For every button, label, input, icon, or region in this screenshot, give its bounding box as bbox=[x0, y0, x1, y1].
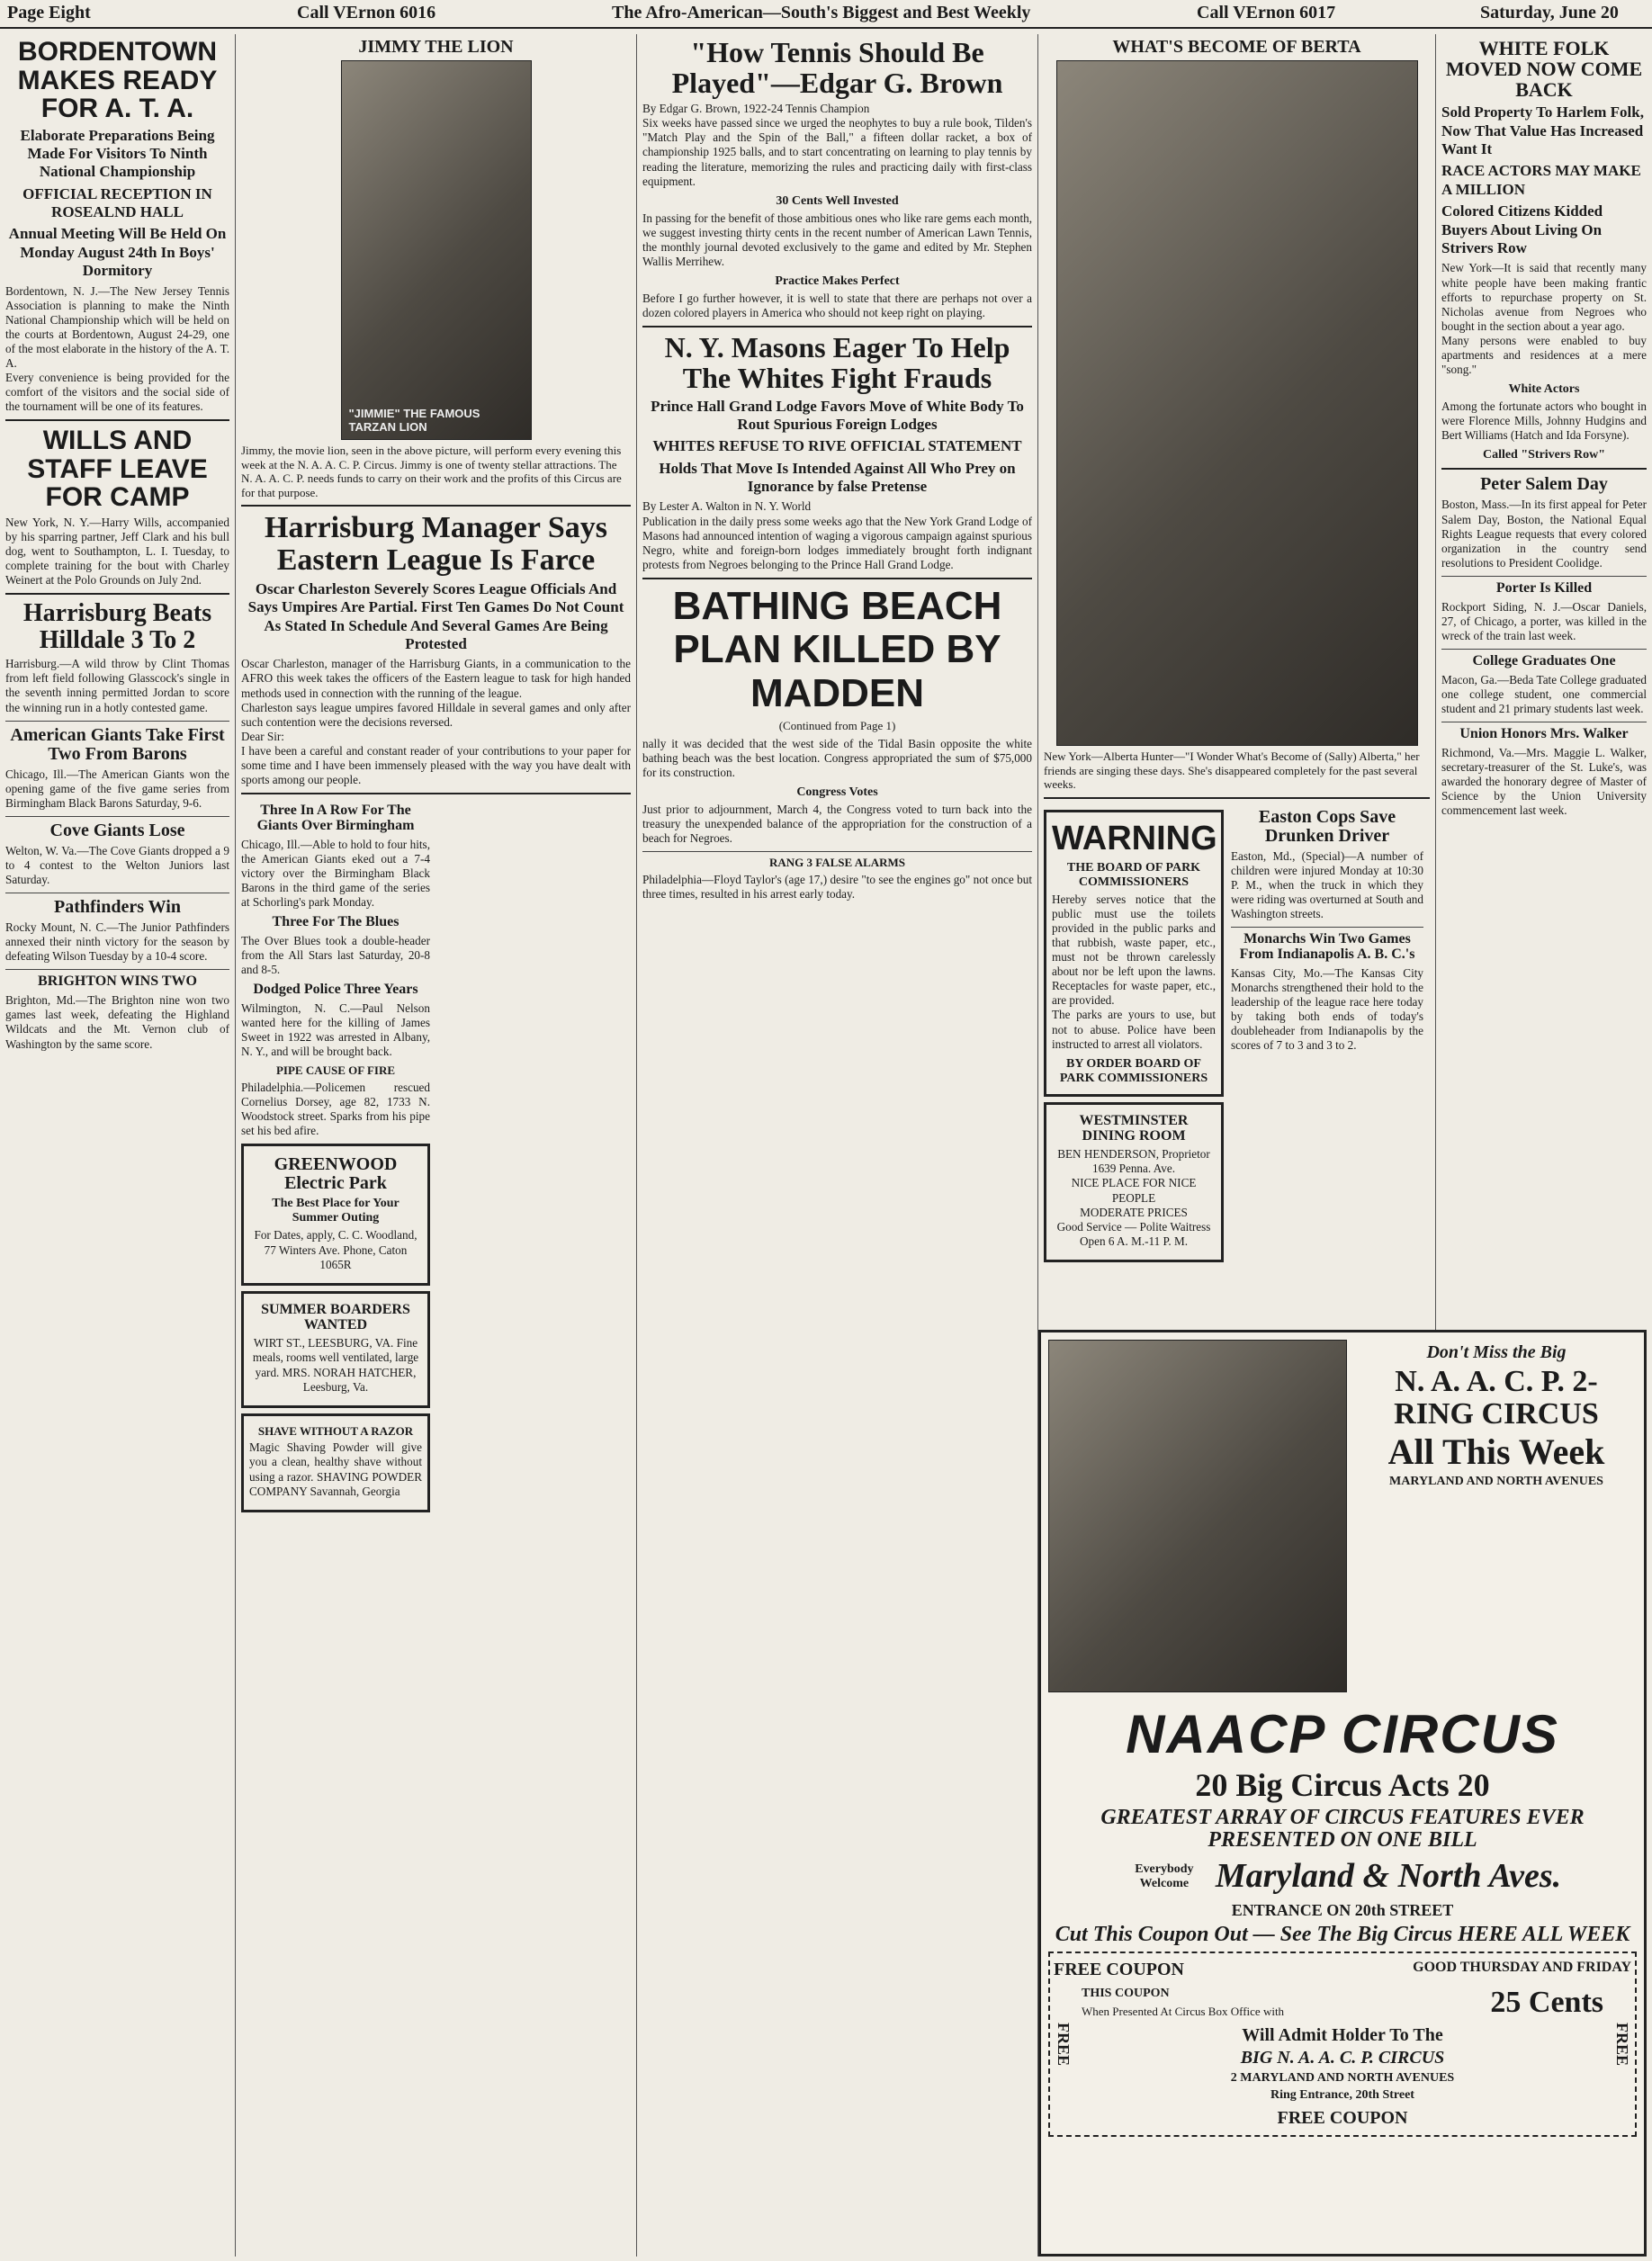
circus-banner: NAACP CIRCUS bbox=[1126, 1704, 1559, 1764]
article-harrisburg-beats: Harrisburg.—A wild throw by Clint Thomas from left field following Glasscock's single in the seventh inning permitted Jordan to score the winning run in a hotly contested game. bbox=[5, 657, 229, 714]
ad-westminster bbox=[1044, 1102, 1224, 1262]
westminster-title: WESTMINSTER DINING ROOM bbox=[1079, 1112, 1189, 1144]
issue-date: Saturday, June 20 bbox=[1480, 3, 1619, 22]
paper-name: The Afro-American—South's Biggest and Best Weekly bbox=[612, 3, 1031, 22]
circus-array: GREATEST ARRAY OF CIRCUS FEATURES EVER PRESENTED ON ONE BILL bbox=[1100, 1805, 1585, 1852]
headline-blues: Three For The Blues bbox=[272, 914, 400, 930]
ad-boarders bbox=[241, 1291, 430, 1408]
article-bordentown: Bordentown, N. J.—The New Jersey Tennis Association is planning to make the Ninth National Championship which will be held on the courts at Bordentown, August 24-29, one of the most elaborate in the history of the A. T. A. Every convenience is being provided for the comfort of the visitors and the social side of the tournament will be one of its features. bbox=[5, 283, 229, 414]
subhead-practice: Practice Makes Perfect bbox=[775, 274, 900, 289]
article-monarchs: Kansas City, Mo.—The Kansas City Monarchs strengthened their hold to the leadership of the league race here today by taking both ends of today's doubleheader from Indianapolis by the scores of 7 to 3 and 3 to 2. bbox=[1231, 965, 1423, 1053]
headline-peter-salem: Peter Salem Day bbox=[1480, 474, 1608, 495]
article-american-giants: Chicago, Ill.—The American Giants won the opening game of the five game series from Birmingham Black Barons Saturday, 9-6. bbox=[5, 767, 229, 810]
phone-left: Call VErnon 6016 bbox=[297, 3, 436, 22]
article-easton: Easton, Md., (Special)—A number of children were injured Monday at 10:30 P. M., when the truck in which they were riding was overturned at South and Washington streets. bbox=[1231, 848, 1423, 921]
headline-harrisburg-manager: Harrisburg Manager Says Eastern League Is Farce bbox=[265, 511, 607, 578]
column-5 bbox=[1436, 34, 1652, 1330]
circus-welcome: Everybody Welcome bbox=[1135, 1862, 1194, 1891]
masthead bbox=[0, 0, 1652, 29]
ad-greenwood-sub: The Best Place for Your Summer Outing bbox=[272, 1197, 400, 1225]
article-tennis-3: Before I go further however, it is well to state that there are perhaps not over a dozen colored players in America who should not keep right on playing. bbox=[642, 292, 1032, 320]
continued-note: (Continued from Page 1) bbox=[778, 719, 896, 733]
deck-race-actors: RACE ACTORS MAY MAKE A MILLION bbox=[1441, 162, 1641, 198]
deck-bordentown: Elaborate Preparations Being Made For Visitors To Ninth National Championship bbox=[20, 126, 215, 181]
ad-greenwood-body: For Dates, apply, C. C. Woodland, 77 Winters Ave. Phone, Caton 1065R bbox=[254, 1228, 417, 1271]
lion-photo-label: "JIMMIE" THE FAMOUS TARZAN LION bbox=[348, 407, 480, 434]
article-charleston: Oscar Charleston, manager of the Harrisburg Giants, in a communication to the AFRO this week takes the officers of the Eastern league to task for high handed methods used in connection with the running of the league. Charleston says league umpires favored Hilldale in several games and only after such contention were the decisions reversed. Dear Sir: I have been a careful and constant reader of your contributions to your paper for some time and I have been immensely pleased with the way you have dealt with sports among our people. bbox=[241, 657, 631, 787]
headline-dodged-police: Dodged Police Three Years bbox=[253, 982, 418, 998]
coupon-good-days: GOOD THURSDAY AND FRIDAY bbox=[1413, 1960, 1631, 1976]
article-peter-salem: Boston, Mass.—In its first appeal for Peter Salem Day, Boston, the National Equal Rights League requests that every colored organization in the country send resolutions to President Coolidge. bbox=[1441, 498, 1647, 570]
headline-american-giants: American Giants Take First Two From Barons bbox=[10, 724, 225, 764]
berta-photo bbox=[1056, 60, 1418, 746]
phone-right: Call VErnon 6017 bbox=[1197, 3, 1336, 22]
deck-move-intended: Holds That Move Is Intended Against All Who Prey on Ignorance by false Pretense bbox=[659, 459, 1016, 496]
coupon-address: 2 MARYLAND AND NORTH AVENUES bbox=[1230, 2070, 1455, 2085]
warning-notice bbox=[1044, 810, 1224, 1097]
warning-title: WARNING bbox=[1052, 819, 1217, 857]
article-white-folk: New York—It is said that recently many white people have been making frantic efforts to repurchase property on St. Nicholas avenue from Negroes who bought in the section about a year ago. Many persons were enabled to buy apartments and residences at a mere "song." bbox=[1441, 261, 1647, 377]
berta-caption: New York—Alberta Hunter—"I Wonder What's Become of (Sally) Alberta," her friends are singing these days. She's disappeared completely for the past several weeks. bbox=[1044, 749, 1420, 792]
headline-college: College Graduates One bbox=[1472, 652, 1616, 668]
circus-entrance: ENTRANCE ON 20th STREET bbox=[1231, 1901, 1454, 1920]
article-white-actors: Among the fortunate actors who bought in were Florence Mills, Johnny Hudgins and Bert Williams (Hatch and Ida Forsyne). bbox=[1441, 399, 1647, 443]
article-tennis: By Edgar G. Brown, 1922-24 Tennis Champion Six weeks have passed since we urged the neophytes to buy a rule book, Tilden's "Match Play and the Spin of the Ball," a fifteen dollar racket, a box of championship 1925 balls, and to start concentrating on learning to play tennis by reading the literature, memorizing the rules and practicing daily with first-class equipment. bbox=[642, 102, 1032, 188]
deck-sold-property: Sold Property To Harlem Folk, Now That Value Has Increased Want It bbox=[1441, 103, 1644, 158]
article-cove-giants: Welton, W. Va.—The Cove Giants dropped a 9 to 4 contest to the Welton Juniors last Saturday. bbox=[5, 843, 229, 887]
coupon-line: When Presented At Circus Box Office with bbox=[1082, 2004, 1285, 2018]
headline-porter: Porter Is Killed bbox=[1495, 579, 1593, 596]
lion-caption: Jimmy, the movie lion, seen in the above picture, will perform every evening this week at the N. A. A. C. P. Circus. Jimmy is one of twenty stellar attractions. The N. A. A. C. P. needs funds to carry on their work and the profits of this Circus are for that purpose. bbox=[241, 444, 622, 499]
coupon-free-right: FREE bbox=[1613, 2023, 1631, 2067]
article-blues: The Over Blues took a double-header from the All Stars last Saturday, 20-8 and 8-5. bbox=[241, 934, 430, 977]
warning-body: Hereby serves notice that the public must use the toilets provided in the public parks and that rubbish, waste paper, etc., must not be thrown carelessly about nor be left upon the lawns. Receptacles for waste paper, etc., are provided. The parks are yours to use, but not to abuse. Police have been instructed to arrest all violators. bbox=[1052, 892, 1216, 1051]
circus-name: N. A. A. C. P. 2-RING CIRCUS bbox=[1394, 1365, 1599, 1431]
headline-tennis: "How Tennis Should Be Played"—Edgar G. Brown bbox=[671, 36, 1003, 99]
circus-place: MARYLAND AND NORTH AVENUES bbox=[1389, 1475, 1603, 1489]
deck-whites-refuse: WHITES REFUSE TO RIVE OFFICIAL STATEMENT bbox=[652, 437, 1022, 455]
headline-monarchs: Monarchs Win Two Games From Indianapolis A. B. C.'s bbox=[1239, 931, 1415, 963]
column-1 bbox=[0, 34, 236, 2257]
column-3 bbox=[637, 34, 1038, 2257]
deck-reception: OFFICIAL RECEPTION IN ROSEALND HALL bbox=[22, 184, 212, 221]
subhead-strivers-row: Called "Strivers Row" bbox=[1482, 448, 1606, 462]
article-false-alarms: Philadelphia—Floyd Taylor's (age 17,) desire "to see the engines go" not once but three times, resulted in his arrest early today. bbox=[642, 872, 1032, 901]
headline-bordentown: BORDENTOWN MAKES READY FOR A. T. A. bbox=[17, 37, 218, 123]
deck-colored-citizens: Colored Citizens Kidded Buyers About Living On Strivers Row bbox=[1441, 202, 1603, 257]
clown-illustration bbox=[1048, 1340, 1347, 1692]
coupon-title: THIS COUPON bbox=[1082, 1986, 1170, 2000]
coupon-admit: Will Admit Holder To The bbox=[1242, 2024, 1443, 2045]
headline-cove-giants: Cove Giants Lose bbox=[49, 820, 185, 840]
warning-sign: BY ORDER BOARD OF PARK COMMISSIONERS bbox=[1059, 1056, 1208, 1085]
article-bathing-beach-2: Just prior to adjournment, March 4, the Congress voted to turn back into the treasury the unexpended balance of the appropriation for the construction of a beach for Negroes. bbox=[642, 802, 1032, 846]
headline-harrisburg-beats: Harrisburg Beats Hilldale 3 To 2 bbox=[22, 599, 212, 654]
ad-greenwood bbox=[241, 1144, 430, 1285]
coupon-admit-2: BIG N. A. A. C. P. CIRCUS bbox=[1240, 2047, 1445, 2068]
westminster-body: BEN HENDERSON, Proprietor 1639 Penna. Ave. NICE PLACE FOR NICE PEOPLE MODERATE PRICES Good Service — Polite Waitress Open 6 A. M.-11 P. M. bbox=[1056, 1147, 1211, 1248]
circus-location: Maryland & North Aves. bbox=[1215, 1857, 1562, 1896]
ad-shave-body: Magic Shaving Powder will give you a clean, healthy shave without using a razor. SHAVING POWDER COMPANY Savannah, Georgia bbox=[249, 1440, 422, 1498]
article-pipe-fire: Philadelphia.—Policemen rescued Cornelius Dorsey, age 82, 1733 N. Woodstock street. Sparks from his pipe set his bed afire. bbox=[241, 1081, 430, 1138]
circus-all-week: All This Week bbox=[1387, 1431, 1605, 1473]
deck-charleston: Oscar Charleston Severely Scores League Officials And Says Umpires Are Partial. First Ten Games Do Not Count As Stated In Schedule And Several Games Are Being Protested bbox=[247, 579, 624, 652]
headline-pathfinders: Pathfinders Win bbox=[54, 897, 181, 918]
headline-false-alarms: RANG 3 FALSE ALARMS bbox=[768, 856, 906, 870]
article-masons: By Lester A. Walton in N. Y. World Publication in the daily press some weeks ago that the New York Grand Lodge of Masons had announced intention of waging a vigorous campaign against spurious Negro, white and foreign-born lodges immediately brought forth indignant protests from Negroes belonging to the Prince Hall Grand Lodge. bbox=[642, 499, 1032, 571]
ad-boarders-body: WIRT ST., LEESBURG, VA. Fine meals, rooms well ventilated, large yard. MRS. NORAH HATCHER, Leesburg, Va. bbox=[252, 1336, 419, 1394]
article-wills: New York, N. Y.—Harry Wills, accompanied by his sparring partner, Jeff Clark and his bull dog, went to Southampton, L. I. Tuesday, to complete training for the bout with Charley Weinert at the Polo Grounds on July 2nd. bbox=[5, 515, 229, 588]
warning-sub: THE BOARD OF PARK COMMISSIONERS bbox=[1066, 860, 1201, 889]
article-porter: Rockport Siding, N. J.—Oscar Daniels, 27, of Chicago, a porter, was killed in the wreck of the train last week. bbox=[1441, 599, 1647, 642]
headline-wills: WILLS AND STAFF LEAVE FOR CAMP bbox=[27, 426, 208, 513]
headline-white-folk: WHITE FOLK MOVED NOW COME BACK bbox=[1445, 37, 1643, 102]
article-tennis-2: In passing for the benefit of those ambitious ones who like rare gems each month, we suggest investing thirty cents in the recent number of American Lawn Tennis, the monthly journal devoted exclusively to the game and edited by Mr. Stephen Wallis Merrihew. bbox=[642, 211, 1032, 269]
column-2 bbox=[236, 34, 637, 2257]
article-bathing-beach: nally it was decided that the west side of the Tidal Basin opposite the white bathing beach was the best location. Congress appropriated the sum of $75,000 for its construction. bbox=[642, 736, 1032, 779]
ad-shave-title: SHAVE WITHOUT A RAZOR bbox=[257, 1423, 414, 1438]
headline-pipe-fire: PIPE CAUSE OF FIRE bbox=[275, 1063, 396, 1078]
page-number: Page Eight bbox=[7, 3, 91, 22]
headline-masons: N. Y. Masons Eager To Help The Whites Fight Frauds bbox=[664, 331, 1010, 394]
coupon-footer: FREE COUPON bbox=[1277, 2107, 1408, 2128]
headline-bathing-beach: BATHING BEACH PLAN KILLED BY MADDEN bbox=[672, 583, 1002, 715]
circus-acts: 20 Big Circus Acts 20 bbox=[1195, 1767, 1490, 1803]
coupon-price: 25 Cents bbox=[1490, 1986, 1603, 2020]
headline-union-walker: Union Honors Mrs. Walker bbox=[1459, 726, 1629, 742]
article-union-walker: Richmond, Va.—Mrs. Maggie L. Walker, secretary-treasurer of the St. Luke's, was awarded the honorary degree of Master of Science by the Union University commencement last week. bbox=[1441, 745, 1647, 818]
subhead-30-cents: 30 Cents Well Invested bbox=[776, 193, 899, 208]
article-college: Macon, Ga.—Beda Tate College graduated one college student, one commercial student and 21 primary students last week. bbox=[1441, 672, 1647, 715]
article-pathfinders: Rocky Mount, N. C.—The Junior Pathfinders annexed their ninth victory for the season by defeating Wilson Tuesday by a 10-4 score. bbox=[5, 920, 229, 964]
coupon-free-left: FREE bbox=[1055, 2023, 1073, 2067]
ad-shave bbox=[241, 1413, 430, 1512]
subhead-congress-votes: Congress Votes bbox=[796, 785, 878, 799]
circus-ad bbox=[1038, 1330, 1647, 2257]
deck-meeting: Annual Meeting Will Be Held On Monday August 24th In Boys' Dormitory bbox=[8, 225, 227, 280]
lion-photo bbox=[341, 60, 532, 440]
ad-boarders-title: SUMMER BOARDERS WANTED bbox=[261, 1301, 410, 1332]
headline-three-in-row: Three In A Row For The Giants Over Birmingham bbox=[256, 803, 415, 833]
coupon-header: FREE COUPON bbox=[1054, 1960, 1184, 1980]
circus-cut: Cut This Coupon Out — See The Big Circus HERE ALL WEEK bbox=[1055, 1923, 1630, 1947]
headline-jimmy-lion: JIMMY THE LION bbox=[358, 37, 514, 57]
headline-easton: Easton Cops Save Drunken Driver bbox=[1258, 806, 1396, 846]
subhead-white-actors: White Actors bbox=[1508, 382, 1580, 397]
circus-coupon[interactable] bbox=[1048, 1951, 1637, 2137]
article-brighton: Brighton, Md.—The Brighton nine won two games last week, defeating the Highland Wildcats and the Mt. Vernon club of Washington by the same score. bbox=[5, 993, 229, 1051]
ad-greenwood-title: GREENWOOD Electric Park bbox=[274, 1154, 398, 1194]
article-dodged-police: Wilmington, N. C.—Paul Nelson wanted here for the killing of James Sweet in 1922 was arrested in Albany, N. Y., and will be brought back. bbox=[241, 1001, 430, 1059]
coupon-ring: Ring Entrance, 20th Street bbox=[1270, 2087, 1414, 2102]
article-three-in-row: Chicago, Ill.—Able to hold to four hits, the American Giants eked out a 7-4 victory over the Birmingham Black Barons in the third game of the series at Schorling's park Monday. bbox=[241, 837, 430, 910]
headline-berta: WHAT'S BECOME OF BERTA bbox=[1112, 37, 1361, 57]
column-4 bbox=[1038, 34, 1436, 1330]
circus-dont-miss: Don't Miss the Big bbox=[1426, 1342, 1567, 1362]
headline-brighton: BRIGHTON WINS TWO bbox=[38, 973, 197, 990]
deck-prince-hall: Prince Hall Grand Lodge Favors Move of White Body To Rout Spurious Foreign Lodges bbox=[651, 397, 1024, 433]
